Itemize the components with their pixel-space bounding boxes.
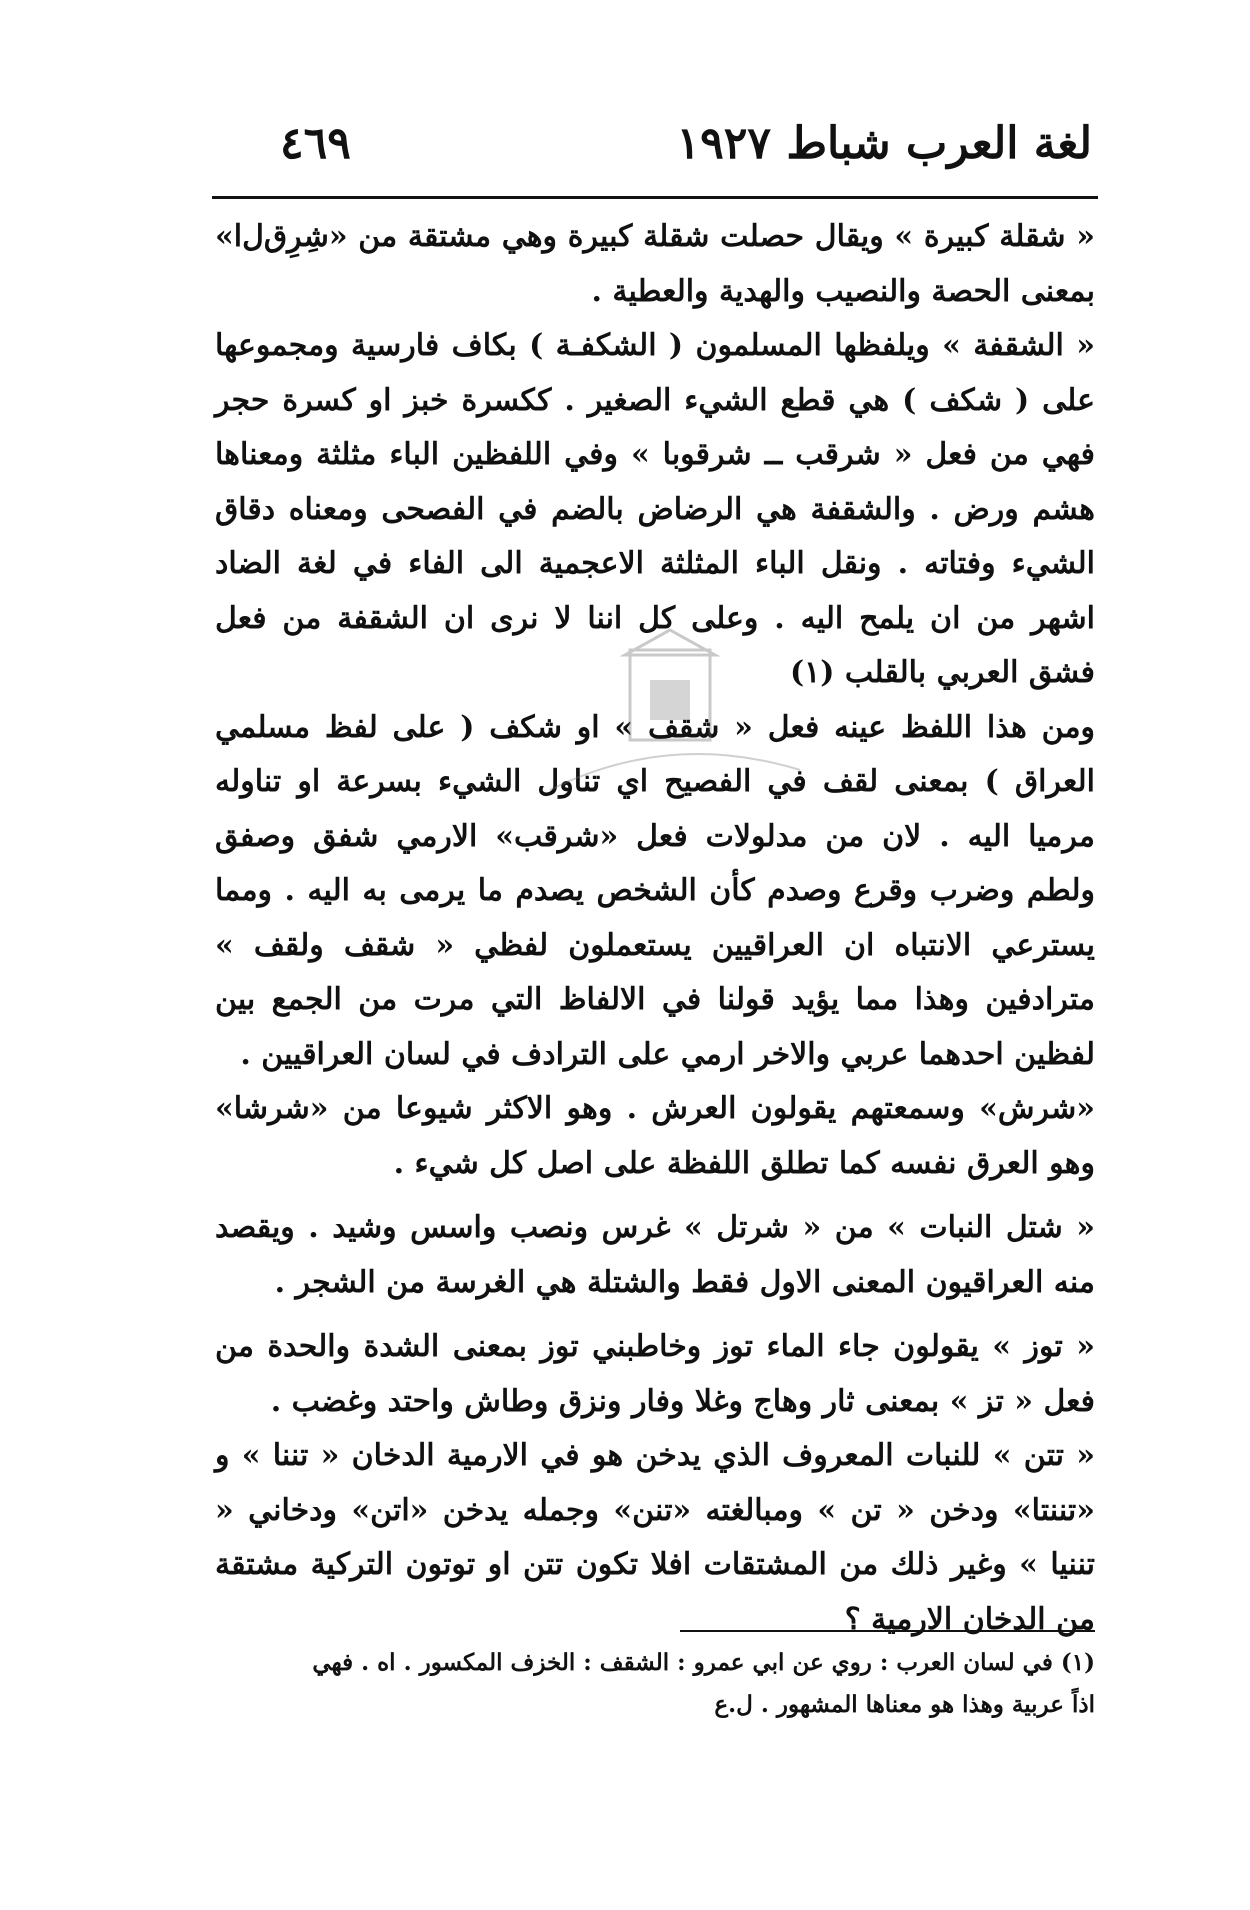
- article-body: [215, 210, 1095, 1647]
- header-rule: [212, 196, 1098, 199]
- paragraph-tawz: « توز » يقولون جاء الماء توز وخاطبني توز بمعنى الشدة والحدة من فعل « تز » بمعنى ثار وهاج وغلا وفار ونزق وطاش واحتد وغضب .: [215, 1329, 1095, 1419]
- paragraph-titin: « تتن » للنبات المعروف الذي يدخن هو في الارمية الدخان « تننا » و «تننتا» ودخن « تن » ومبالغته «تنن» وجمله يدخن «اتن» ودخاني « تننيا » وغير ذلك من المشتقات افلا تكون تتن او توتون التركية مشتقة من الدخان الارمية ؟: [215, 1438, 1095, 1637]
- paragraph-shatl: « شتل النبات » من « شرتل » غرس ونصب واسس وشيد . ويقصد منه العراقيون المعنى الاول فقط والشتلة هي الغرسة من الشجر .: [215, 1210, 1095, 1300]
- page-number: ٤٦٩: [280, 118, 351, 169]
- footnote-line-1: (١) في لسان العرب : روي عن ابي عمرو : الشقف : الخزف المكسور . اه . فهي: [312, 1649, 1095, 1676]
- paragraph-shaqla: « شقلة كبيرة » ويقال حصلت شقلة كبيرة وهي مشتقة من «شِرِق‌ل‌ا» بمعنى الحصة والنصيب والهدية والعطية .: [215, 219, 1095, 309]
- page-header: [210, 118, 1100, 188]
- paragraph-shaqaf: ومن هذا اللفظ عينه فعل « شقف » او شكف ( على لفظ مسلمي العراق ) بمعنى لقف في الفصيح اي تناول الشيء بسرعة او تناوله مرميا اليه . لان من مدلولات فعل «شرقب» الارمي شفق وصفق ولطم وضرب وقرع وصدم كأن الشخص يصدم ما يرمى به اليه . ومما يسترعي الانتباه ان العراقيين يستعملون لفظي « شقف ولقف » مترادفين وهذا مما يؤيد قولنا في الالفاظ التي مرت من الجمع بين لفظين احدهما عربي والاخر ارمي على الترادف في لسان العراقيين .: [215, 709, 1095, 1072]
- journal-title: لغة العرب شباط ١٩٢٧: [676, 118, 1092, 169]
- library-stamp-watermark: [520, 620, 820, 820]
- paragraph-shaqfa: « الشقفة » ويلفظها المسلمون ( الشكفـة ) بكاف فارسية ومجموعها على ( شكف ) هي قطع الشيء الصغير . ككسرة خبز او كسرة حجر فهي من فعل « شرقب ــ شرقوبا » وفي اللفظين الباء مثلثة ومعناها هشم ورض . والشقفة هي الرضاض بالضم في الفصحى ومعناه دقاق الشيء وفتاته . ونقل الباء المثلثة الاعجمية الى الفاء في لغة الضاد اشهر من ان يلمح اليه . وعلى كل اننا لا نرى ان الشقفة من فعل فشق العربي بالقلب (١): [215, 328, 1095, 690]
- paragraph-sharsh: «شرش» وسمعتهم يقولون العرش . وهو الاكثر شيوعا من «شرشا» وهو العرق نفسه كما تطلق اللفظة على اصل كل شيء .: [215, 1091, 1095, 1181]
- footnote: [215, 1642, 1095, 1726]
- footnote-line-2: اذاً عربية وهذا هو معناها المشهور . ل.ع: [714, 1691, 1095, 1718]
- footnote-rule: [680, 1630, 1095, 1632]
